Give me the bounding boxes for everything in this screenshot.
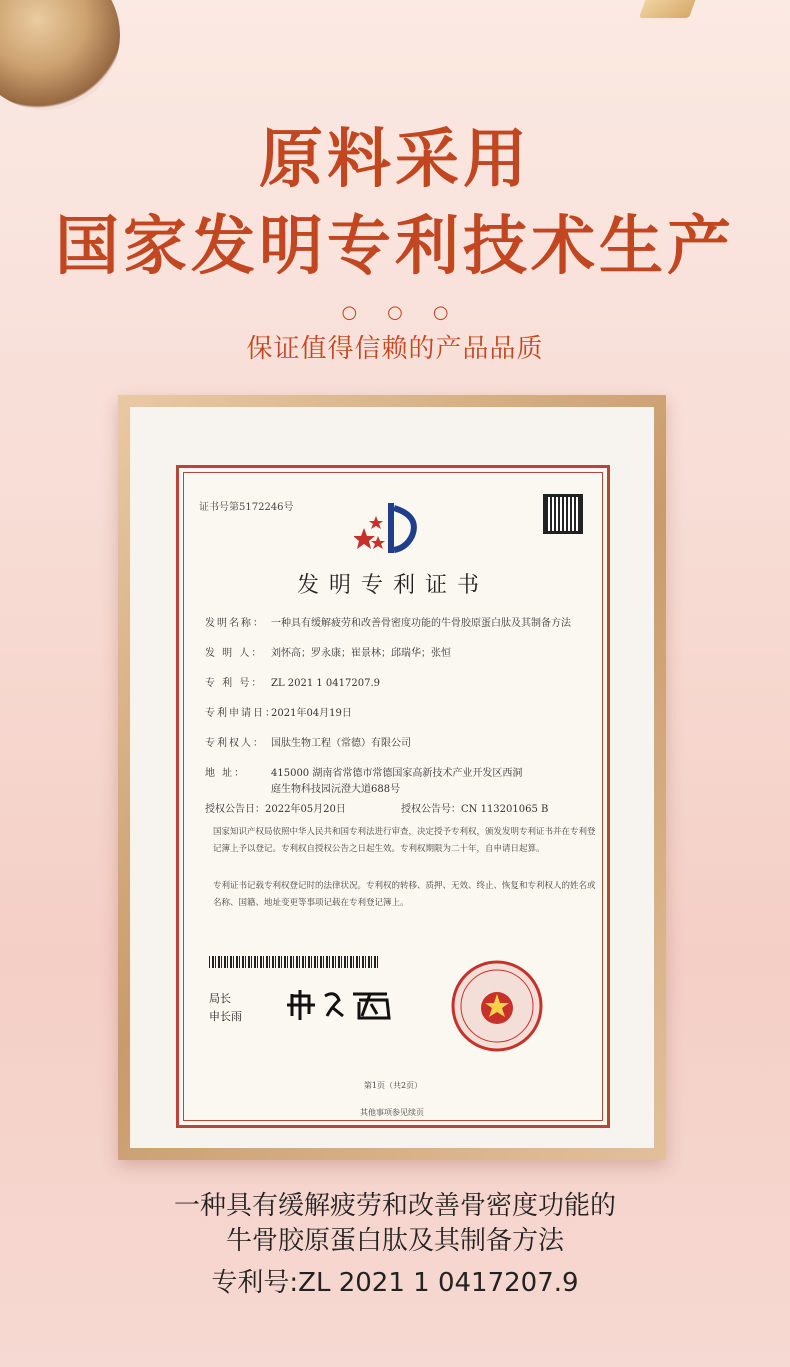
certificate-mat [130, 407, 654, 1148]
patent-certificate [176, 465, 610, 1128]
subtitle: 保证值得信赖的产品品质 [246, 334, 544, 364]
corner-decoration [639, 0, 699, 18]
field-patent-number: 专 利 号： ZL 2021 1 0417207.9 [205, 678, 381, 689]
headline-line2: 国家发明专利技术生产 [55, 210, 735, 284]
certificate-frame [118, 395, 666, 1160]
field-address: 地 址： 415000 湖南省常德市常德国家高新技术产业开发区西洞 [205, 768, 523, 779]
certificate-number: 证书号第5172246号 [199, 502, 294, 513]
field-patentee: 专利权人： 国肽生物工程（常德）有限公司 [205, 738, 411, 749]
handwritten-signature-icon [287, 986, 397, 1022]
field-application-date: 专利申请日：2021年04月19日 [205, 708, 352, 719]
barcode [209, 956, 379, 968]
caption-patent-number: 专利号:ZL 2021 1 0417207.9 [211, 1268, 579, 1298]
field-grant-date: 授权公告日：2022年05月20日 [205, 804, 346, 815]
certificate-paragraph-1: 国家知识产权局依照中华人民共和国专利法进行审查，决定授予专利权，颁发发明专利证书并在专利登记簿上予以登记。专利权自授权公告之日起生效。专利权期限为二十年，自申请日起算。 [213, 827, 596, 854]
patent-office-emblem-icon [354, 498, 424, 558]
field-address-cont: 庭生物科技园沅澄大道688号 [271, 784, 401, 795]
caption-line2: 牛骨胶原蛋白肽及其制备方法 [225, 1226, 564, 1256]
signer-block [209, 990, 242, 1026]
page-number: 第1页（共2页） [363, 1081, 423, 1090]
certificate-footer: 其他事项参见续页 [360, 1108, 424, 1117]
field-invention-name: 发明名称： 一种具有缓解疲劳和改善骨密度功能的牛骨胶原蛋白肽及其制备方法 [205, 618, 571, 629]
signer-name: 申长雨 [209, 1010, 242, 1023]
field-inventors: 发 明 人： 刘怀高；罗永康；崔景林；邱瑞华；张恒 [205, 648, 451, 659]
headline-line1: 原料采用 [259, 123, 531, 197]
caption-line1: 一种具有缓解疲劳和改善骨密度功能的 [173, 1191, 616, 1221]
certificate-title: 发明专利证书 [296, 573, 489, 598]
certificate-paragraph-2: 专利证书记载专利权登记时的法律状况。专利权的转移、质押、无效、终止、恢复和专利权人的姓名或名称、国籍、地址变更等事项记载在专利登记簿上。 [213, 881, 596, 908]
qr-code [543, 494, 583, 534]
official-seal-icon [449, 958, 545, 1054]
field-grant-number: 授权公告号：CN 113201065 B [401, 804, 549, 815]
bread-decoration [0, 0, 120, 110]
decorative-dots: ○○○ [341, 302, 479, 323]
signer-title: 局长 [209, 992, 231, 1005]
